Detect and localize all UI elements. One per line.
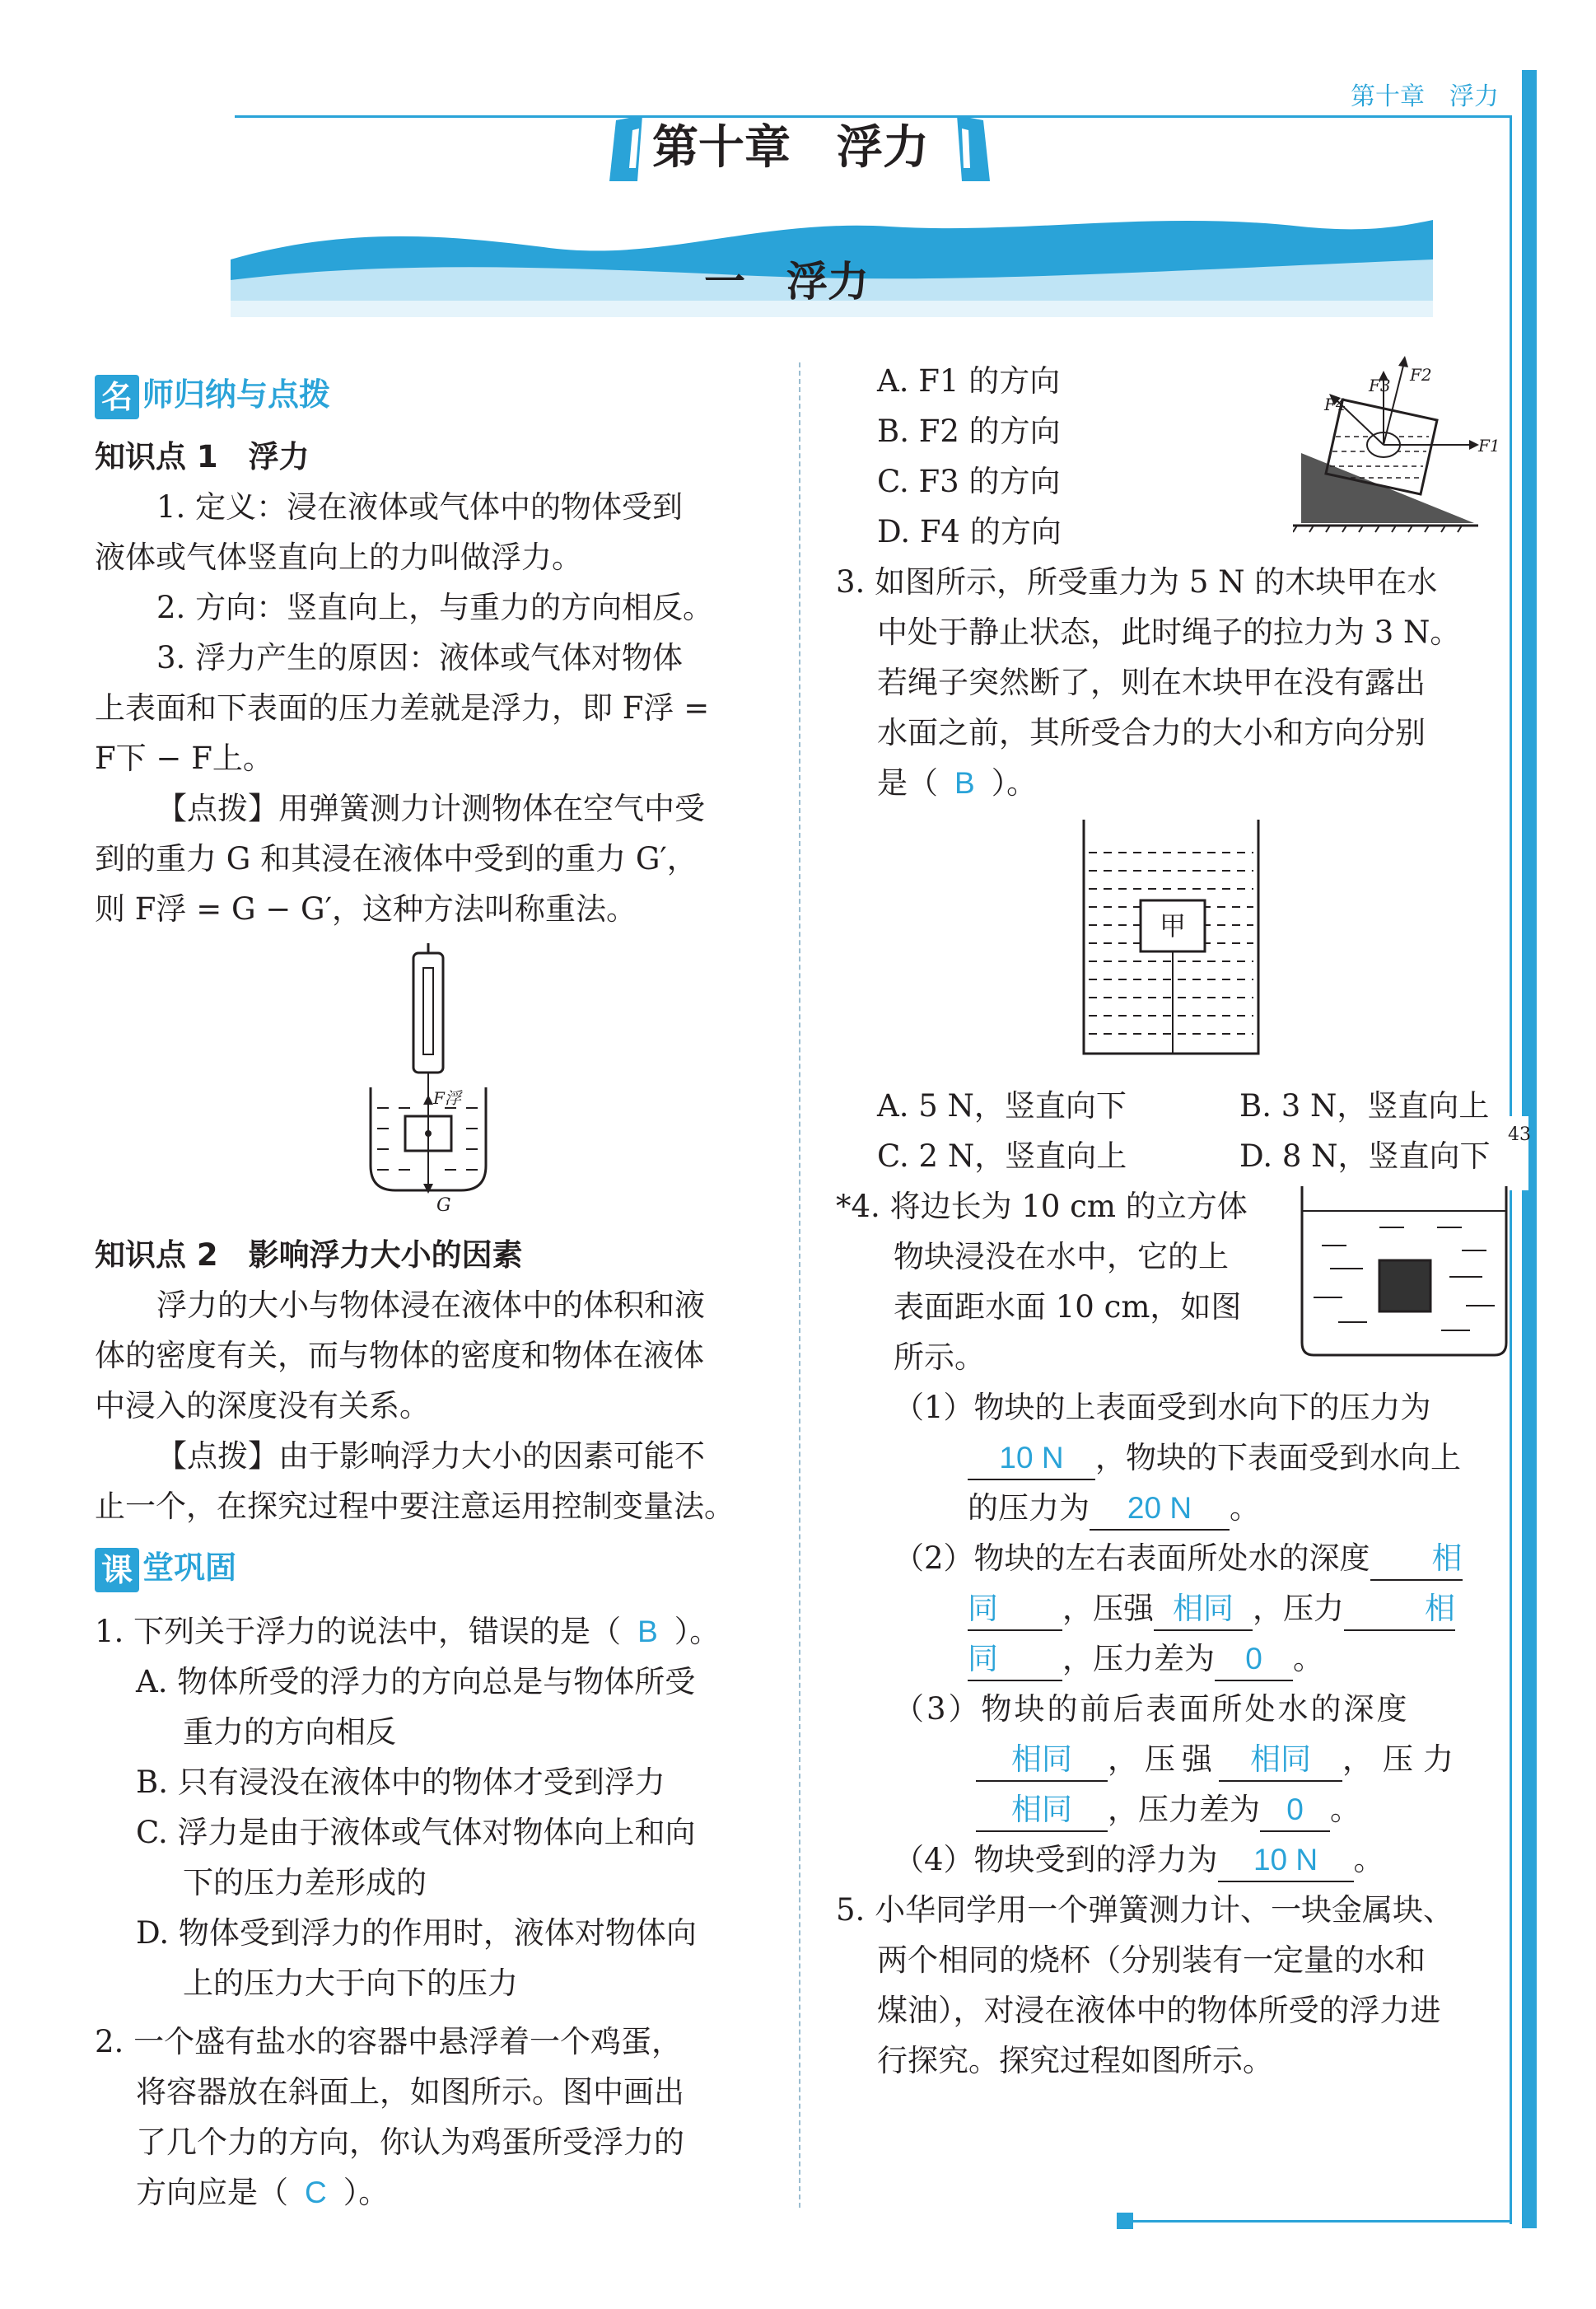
q1-stem: 1. 下列关于浮力的说法中，错误的是（ B ）。 — [95, 1614, 721, 1649]
q3-answer: B — [954, 766, 975, 800]
q4-answer-blank: 相同 — [1154, 1588, 1253, 1631]
q2-answer: C — [305, 2176, 327, 2209]
section-title: 一 浮力 — [704, 258, 869, 306]
cube-in-water-figure — [1297, 1186, 1511, 1359]
kp1-line: 液体或气体竖直向上的力叫做浮力。 — [95, 540, 582, 575]
q4-line: 表面距水面 10 cm，如图 — [894, 1289, 1242, 1325]
q4-part2: 同 ，压力差为 0 。 — [968, 1634, 1323, 1684]
q2-line: 将容器放在斜面上，如图所示。图中画出 — [136, 2074, 684, 2110]
q2-option-b: B. F2 的方向 — [877, 414, 1061, 449]
q4-answer-blank: 20 N — [1090, 1488, 1230, 1531]
running-title: 第十章 浮力 — [1351, 82, 1499, 111]
bottom-frame-line — [1124, 2220, 1511, 2223]
chapter-title-box — [609, 115, 988, 183]
q5-line: 两个相同的烧杯（分别装有一定量的水和 — [877, 1942, 1426, 1978]
q4-part1: 10 N ，物块的下表面受到水向上 — [968, 1433, 1461, 1483]
kp2-line: 体的密度有关，而与物体的密度和物体在液体 — [95, 1338, 704, 1373]
bottom-square — [1117, 2213, 1133, 2229]
q4-part4: （4）物块受到的浮力为 10 N 。 — [894, 1835, 1384, 1885]
q4-part3: （3）物块的前后表面所处水的深度 — [894, 1691, 1410, 1727]
kp1-line: 1. 定义：浸在液体或气体中的物体受到 — [156, 489, 684, 525]
q2-option-d: D. F4 的方向 — [877, 514, 1062, 549]
q3-line: 若绳子突然断了，则在木块甲在没有露出 — [877, 665, 1426, 700]
section-heading-classroom — [95, 1542, 236, 1592]
q1-option: D. 物体受到浮力的作用时，液体对物体向 — [136, 1915, 697, 1951]
q5-line: 5. 小华同学用一个弹簧测力计、一块金属块、 — [836, 1892, 1454, 1928]
chapter-title: 第十章 浮力 — [652, 121, 929, 175]
q4-answer-blank: 10 N — [1218, 1839, 1354, 1882]
q1-option: B. 只有浸没在液体中的物体才受到浮力 — [136, 1764, 665, 1800]
q3-line: 是（ B ）。 — [877, 765, 1038, 801]
q1-option: 重力的方向相反 — [183, 1714, 396, 1750]
kp1-line: 上表面和下表面的压力差就是浮力，即 F浮 = — [95, 690, 710, 726]
kp1-title: 知识点 1 浮力 — [95, 439, 310, 474]
fig1-label-gravity: G — [436, 1195, 451, 1215]
q2-option-c: C. F3 的方向 — [877, 464, 1061, 499]
tip1-line: 【点拨】用弹簧测力计测物体在空气中受 — [156, 791, 705, 826]
tip1-line: 则 F浮 = G − G′，这种方法叫称重法。 — [95, 891, 637, 927]
water-tank-figure — [1079, 820, 1264, 1059]
q1-option: 下的压力差形成的 — [183, 1865, 427, 1900]
section-heading-teacher — [95, 369, 330, 419]
section-heading-text: 师归纳与点拨 — [142, 376, 331, 413]
tip2-line: 【点拨】由于影响浮力大小的因素可能不 — [156, 1438, 705, 1474]
q1-answer: B — [637, 1615, 658, 1648]
q4-answer-blank: 同 — [968, 1588, 1062, 1631]
q4-answer-blank: 10 N — [968, 1437, 1095, 1480]
q5-line: 煤油），对浸在液体中的物体所受的浮力进 — [877, 1993, 1441, 2028]
q2-option-a: A. F1 的方向 — [877, 363, 1061, 399]
column-divider — [799, 362, 800, 2208]
q4-answer-blank: 同 — [968, 1638, 1062, 1681]
q2-line: 2. 一个盛有盐水的容器中悬浮着一个鸡蛋， — [95, 2024, 683, 2059]
q1-option: C. 浮力是由于液体或气体对物体向上和向 — [136, 1815, 696, 1850]
q4-answer-blank: 相 — [1344, 1588, 1455, 1631]
q3-option-a: A. 5 N，竖直向下 — [877, 1088, 1127, 1124]
section-badge: 名 — [95, 375, 139, 419]
q2-line: 了几个力的方向，你认为鸡蛋所受浮力的 — [136, 2124, 684, 2160]
q4-line: *4. 将边长为 10 cm 的立方体 — [836, 1189, 1248, 1224]
q4-answer-blank: 0 — [1260, 1789, 1330, 1832]
q3-option-b: B. 3 N，竖直向上 — [1239, 1088, 1490, 1124]
kp1-line: 2. 方向：竖直向上，与重力的方向相反。 — [156, 590, 714, 625]
kp1-line: F下 − F上。 — [95, 741, 273, 776]
q4-part1: （1）物块的上表面受到水向下的压力为 — [894, 1390, 1431, 1425]
kp2-line: 中浸入的深度没有关系。 — [95, 1388, 430, 1423]
section-badge: 课 — [95, 1548, 139, 1592]
q3-line: 3. 如图所示，所受重力为 5 N 的木块甲在水 — [836, 564, 1438, 600]
chapter-title-left-bracket — [609, 115, 646, 183]
q1-option: 上的压力大于向下的压力 — [183, 1965, 518, 2001]
fig2-label-f1: F1 — [1478, 436, 1500, 456]
page-number: 43 — [1508, 1124, 1531, 1145]
fig1-label-buoyancy: F浮 — [433, 1088, 461, 1108]
section-heading-text: 堂巩固 — [142, 1549, 237, 1586]
kp1-line: 3. 浮力产生的原因：液体或气体对物体 — [156, 640, 684, 675]
tip2-line: 止一个，在探究过程中要注意运用控制变量法。 — [95, 1489, 735, 1524]
q4-part2: （2）物块的左右表面所处水的深度 相 — [894, 1533, 1463, 1583]
q3-line: 水面之前，其所受合力的大小和方向分别 — [877, 715, 1426, 750]
chapter-title-right-bracket — [954, 115, 990, 183]
kp2-title: 知识点 2 影响浮力大小的因素 — [95, 1237, 523, 1273]
fig2-label-f2: F2 — [1410, 365, 1432, 385]
q4-answer-blank: 相同 — [976, 1739, 1108, 1782]
tip1-line: 到的重力 G 和其浸在液体中受到的重力 G′， — [95, 841, 698, 876]
q4-line: 所示。 — [894, 1339, 985, 1375]
q4-answer-blank: 相同 — [1219, 1739, 1342, 1782]
q4-answer-blank: 相同 — [976, 1789, 1108, 1832]
q5-line: 行探究。探究过程如图所示。 — [877, 2043, 1273, 2078]
q3-option-c: C. 2 N，竖直向上 — [877, 1138, 1127, 1174]
fig2-label-f3: F3 — [1369, 376, 1391, 395]
q4-part3: 相同 ，压力差为 0 。 — [976, 1784, 1360, 1835]
q4-part3: 相同 ，压强 相同 ，压力 — [976, 1734, 1463, 1784]
fig2-label-f4: F4 — [1324, 395, 1346, 414]
fig3-block-label: 甲 — [1159, 910, 1187, 942]
q4-answer-blank: 相 — [1370, 1538, 1463, 1581]
q4-part2: 同 ，压强 相同 ，压力 相 — [968, 1583, 1455, 1634]
q3-line: 中处于静止状态，此时绳子的拉力为 3 N。 — [877, 615, 1461, 650]
q4-answer-blank: 0 — [1215, 1638, 1293, 1681]
q1-option: A. 物体所受的浮力的方向总是与物体所受 — [136, 1664, 696, 1699]
q3-option-d: D. 8 N，竖直向下 — [1239, 1138, 1491, 1174]
kp2-line: 浮力的大小与物体浸在液体中的体积和液 — [156, 1288, 705, 1323]
spring-scale-figure — [362, 943, 494, 1215]
q4-part1: 的压力为 20 N 。 — [968, 1483, 1260, 1533]
q2-line: 方向应是（ C ）。 — [136, 2175, 390, 2210]
incline-container-figure — [1293, 354, 1515, 535]
q4-line: 物块浸没在水中，它的上 — [894, 1239, 1229, 1274]
